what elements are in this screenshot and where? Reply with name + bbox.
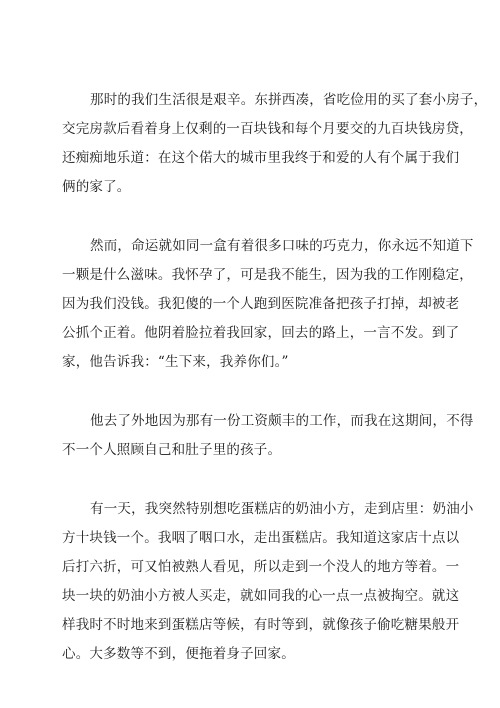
paragraph-line: 方十块钱一个。我咽了咽口水，走出蛋糕店。我知道这家店十点以 [62, 530, 460, 546]
paragraph-line: 不一个人照顾自己和肚子里的孩子。 [62, 442, 282, 458]
paragraph-line: 他去了外地因为那有一份工资颇丰的工作，而我在这期间，不得 [90, 413, 474, 429]
paragraph-line: 家，他告诉我：“生下来，我养你们。” [62, 354, 289, 370]
paragraph-4 [62, 495, 474, 669]
paragraph-line: 公抓个正着。他阴着脸拉着我回家，回去的路上，一言不发。到了 [62, 325, 460, 341]
paragraph-line: 心。大多数等不到，便拖着身子回家。 [62, 646, 295, 662]
document-body [62, 86, 488, 669]
paragraph-line: 块一块的奶油小方被人买走，就如同我的心一点一点被掏空。就这 [62, 588, 460, 604]
paragraph-spacer [62, 202, 442, 232]
paragraph-line: 一颗是什么滋味。我怀孕了，可是我不能生，因为我的工作刚稳定， [62, 267, 473, 283]
paragraph-2 [62, 232, 474, 377]
paragraph-line: 交完房款后看着身上仅剩的一百块钱和每个月要交的九百块钱房贷， [62, 121, 473, 137]
paragraph-1 [62, 86, 488, 202]
paragraph-line: 因为我们没钱。我犯傻的一个人跑到医院准备把孩子打掉，却被老 [62, 296, 460, 312]
paragraph-spacer [62, 377, 442, 407]
paragraph-line: 那时的我们生活很是艰辛。东拼西凑，省吃俭用的买了套小房子， [90, 92, 488, 108]
paragraph-line: 有一天，我突然特别想吃蛋糕店的奶油小方，走到店里：奶油小 [90, 501, 474, 517]
paragraph-line: 后打六折，可又怕被熟人看见，所以走到一个没人的地方等着。一 [62, 559, 460, 575]
paragraph-line: 还痴痴地乐道：在这个偌大的城市里我终于和爱的人有个属于我们 [62, 150, 460, 166]
paragraph-line: 俩的家了。 [62, 179, 131, 195]
paragraph-3 [62, 407, 474, 465]
paragraph-line: 样我时不时地来到蛋糕店等候，有时等到，就像孩子偷吃糖果般开 [62, 617, 460, 633]
paragraph-line: 然而，命运就如同一盒有着很多口味的巧克力，你永远不知道下 [90, 238, 474, 254]
paragraph-spacer [62, 465, 442, 495]
